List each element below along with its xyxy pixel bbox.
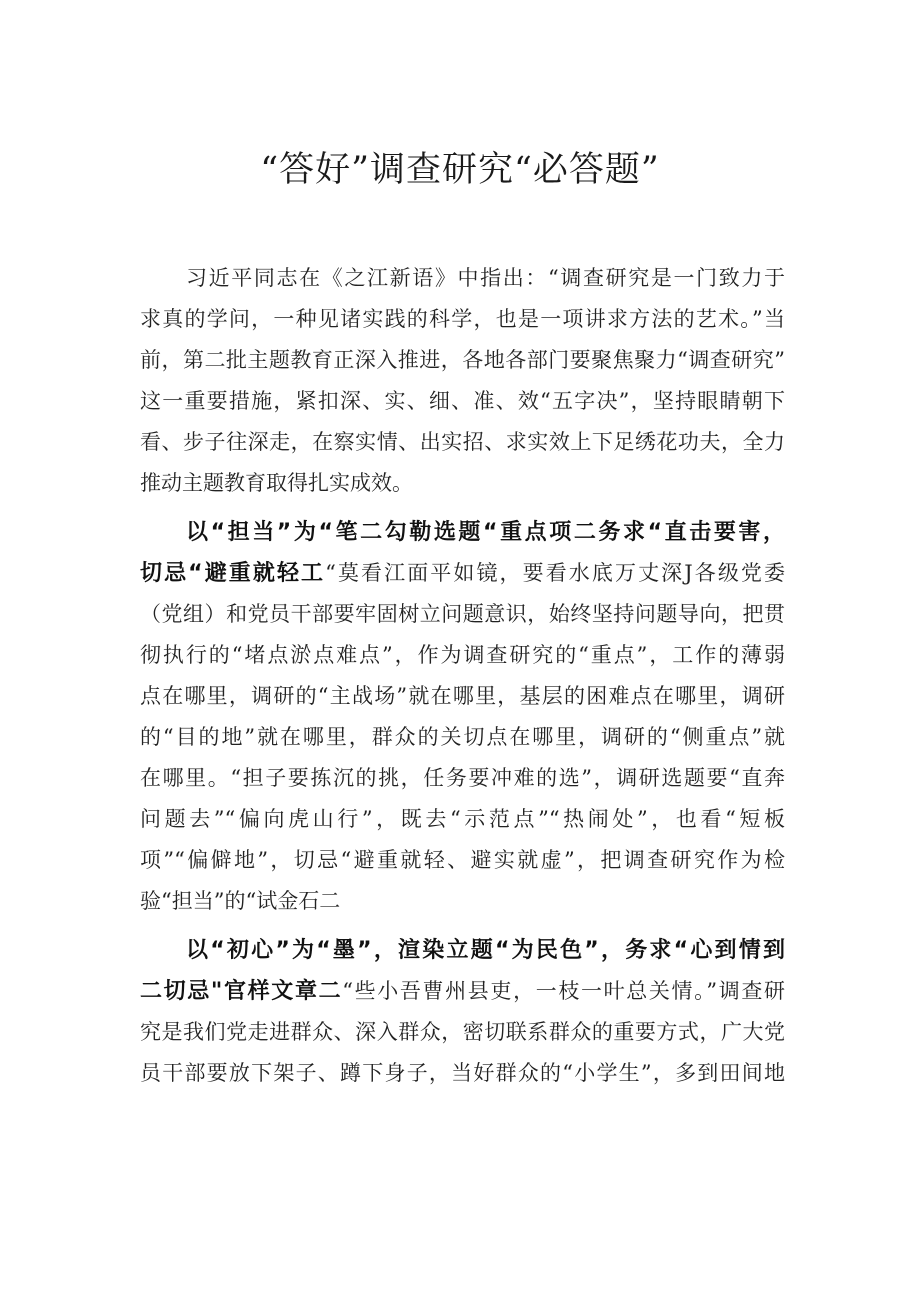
text-line: 推动主题教育取得扎实成效。 bbox=[140, 471, 413, 495]
text-line: 看、步子往深走，在察实情、出实招、求实效上下足绣花功夫，全力 bbox=[140, 430, 785, 454]
text-line: 前，第二批主题教育正深入推进，各地各部门要聚焦聚力“调查研究” bbox=[140, 348, 785, 372]
text-line: 员干部要放下架子、蹲下身子，当好群众的“小学生”，多到田间地 bbox=[140, 1061, 785, 1085]
text-run: “莫看江面平如镜，要看水底万丈深J各级党委 bbox=[325, 561, 785, 585]
bold-heading-text: 以“初心”为“墨”，渲染立题“为民色”，务求“心到情到 bbox=[186, 938, 785, 963]
paragraph bbox=[140, 512, 785, 922]
text-line: （党组）和党员干部要牢固树立问题意识，始终坚持问题导向，把贯 bbox=[140, 602, 785, 626]
text-line: 究是我们党走进群众、深入群众，密切联系群众的重要方式，广大党 bbox=[140, 1020, 785, 1044]
text-line: 的“目的地”就在哪里，群众的关切点在哪里，调研的“侧重点”就 bbox=[140, 725, 785, 749]
bold-heading-text: 切忌“避重就轻工 bbox=[140, 561, 326, 586]
paragraph-gap bbox=[140, 922, 785, 930]
bold-heading-text: 二切忌"官样文章二 bbox=[140, 979, 343, 1004]
text-line: 验“担当”的“试金石二 bbox=[140, 889, 341, 913]
paragraph-gap bbox=[140, 504, 785, 512]
text-line bbox=[140, 512, 785, 553]
text-line: 在哪里。“担子要拣沉的挑，任务要冲难的选”，调研选题要“直奔 bbox=[140, 766, 785, 790]
text-line: 这一重要措施，紧扣深、实、细、准、效“五字决”，坚持眼睛朝下 bbox=[140, 389, 785, 413]
text-line: 习近平同志在《之江新语》中指出：“调查研究是一门致力于 bbox=[186, 266, 785, 290]
text-line: 问题去”“偏向虎山行”，既去“示范点”“热闹处”，也看“短板 bbox=[140, 807, 785, 831]
text-run: “些小吾曹州县吏，一枝一叶总关情。”调查研 bbox=[342, 979, 785, 1003]
text-line bbox=[140, 971, 785, 1012]
document-body bbox=[140, 258, 785, 1094]
text-line bbox=[140, 553, 785, 594]
text-line: 彻执行的“堵点淤点难点”，作为调查研究的“重点”，工作的薄弱 bbox=[140, 643, 785, 667]
paragraph bbox=[140, 930, 785, 1094]
bold-heading-text: 以“担当”为“笔二勾勒选题“重点项二务求“直击要害， bbox=[186, 520, 785, 545]
document-title: “答好”调查研究“必答题” bbox=[260, 150, 660, 190]
text-line: 求真的学问，一种见诸实践的科学，也是一项讲求方法的艺术。”当 bbox=[140, 307, 785, 331]
text-line bbox=[140, 930, 785, 971]
paragraph bbox=[140, 258, 785, 504]
text-line: 项”“偏僻地”，切忌“避重就轻、避实就虚”，把调查研究作为检 bbox=[140, 848, 785, 872]
text-line: 点在哪里，调研的“主战场”就在哪里，基层的困难点在哪里，调研 bbox=[140, 684, 785, 708]
